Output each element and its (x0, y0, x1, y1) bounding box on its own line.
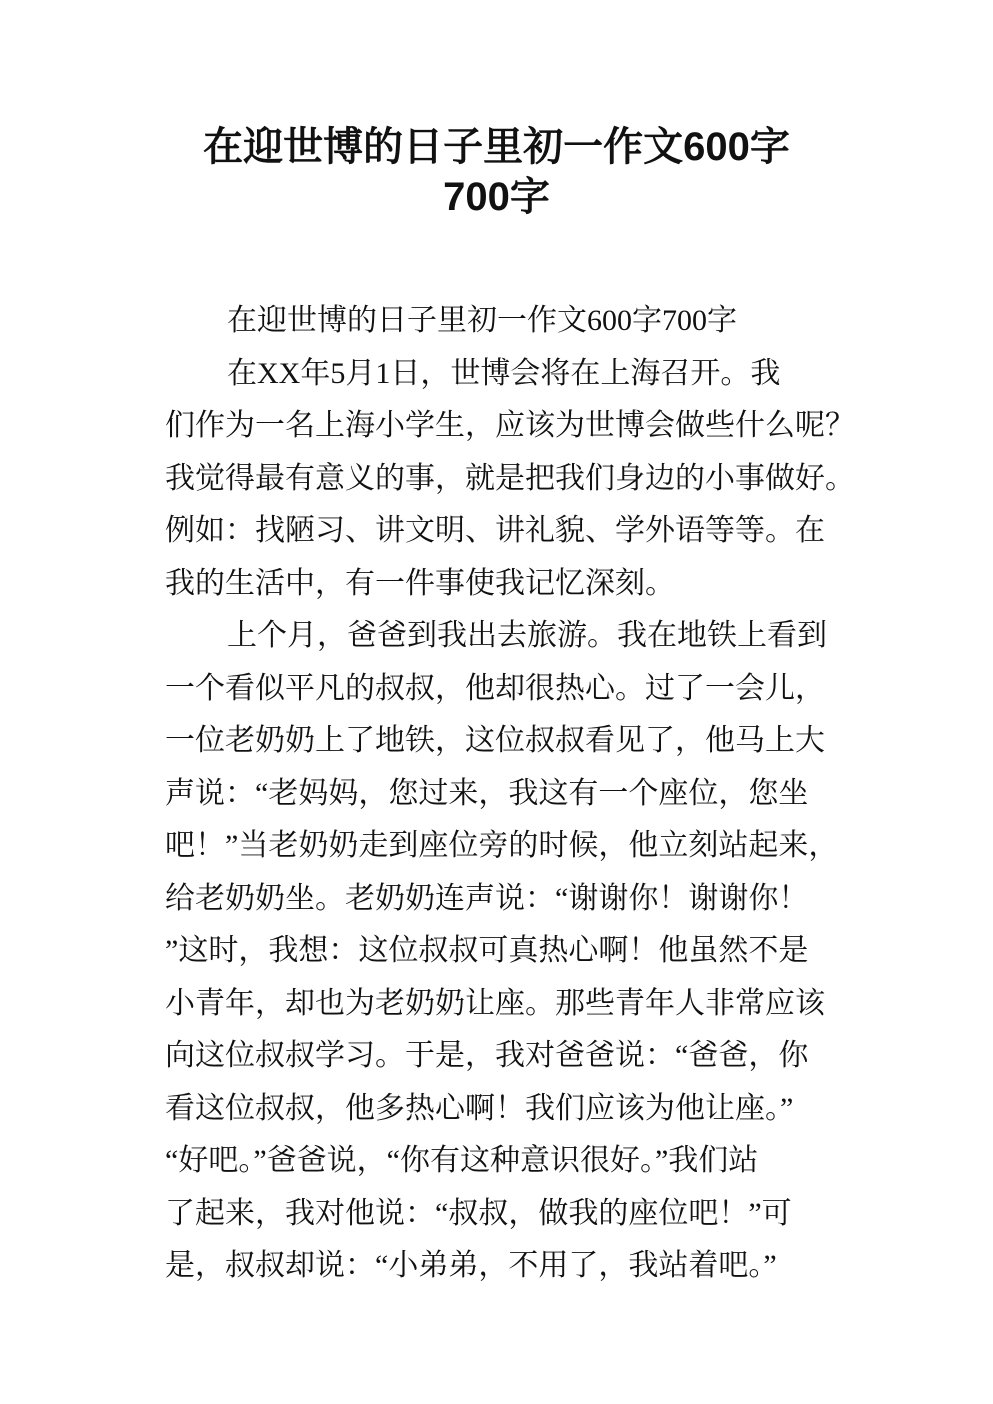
text-line: 我觉得最有意义的事，就是把我们身边的小事做好。 (165, 461, 855, 495)
text-line: 们作为一名上海小学生，应该为世博会做些什么呢？ (165, 409, 855, 442)
text-line: 小青年，却也为老奶奶让座。那些青年人非常应该 (165, 986, 825, 1020)
text-line: 我的生活中，有一件事使我记忆深刻。 (165, 566, 675, 600)
text-line: 例如：找陋习、讲文明、讲礼貌、学外语等等。在 (165, 514, 825, 547)
title-line: 在迎世博的日子里初一作文600字 (203, 125, 790, 169)
text-line: 上个月，爸爸到我出去旅游。我在地铁上看到 (227, 619, 827, 652)
text-line: 看这位叔叔，他多热心啊！我们应该为他让座。” (165, 1091, 794, 1125)
text-line: 向这位叔叔学习。于是，我对爸爸说：“爸爸，你 (165, 1039, 809, 1072)
document-body (165, 295, 865, 1293)
text-line: 一个看似平凡的叔叔，他却很热心。过了一会儿， (165, 671, 825, 705)
text-line: 一位老奶奶上了地铁，这位叔叔看见了，他马上大 (165, 724, 825, 757)
text-line: 给老奶奶坐。老奶奶连声说：“谢谢你！谢谢你！ (165, 881, 809, 915)
text-line: 声说：“老妈妈，您过来，我这有一个座位，您坐 (165, 776, 809, 810)
text-line: 是，叔叔却说：“小弟弟，不用了，我站着吧。” (165, 1249, 777, 1282)
text-line: ”这时，我想：这位叔叔可真热心啊！他虽然不是 (165, 934, 809, 967)
text-line: 吧！”当老奶奶走到座位旁的时候，他立刻站起来， (165, 829, 839, 862)
text-line: 在迎世博的日子里初一作文600字700字 (227, 304, 737, 337)
document-title (0, 122, 993, 222)
text-line: 在XX年5月1日，世博会将在上海召开。我 (227, 356, 781, 390)
title-line: 700字 (443, 175, 550, 219)
text-line: “好吧。”爸爸说，“你有这种意识很好。”我们站 (165, 1144, 759, 1177)
text-line: 了起来，我对他说：“叔叔，做我的座位吧！”可 (165, 1196, 792, 1230)
